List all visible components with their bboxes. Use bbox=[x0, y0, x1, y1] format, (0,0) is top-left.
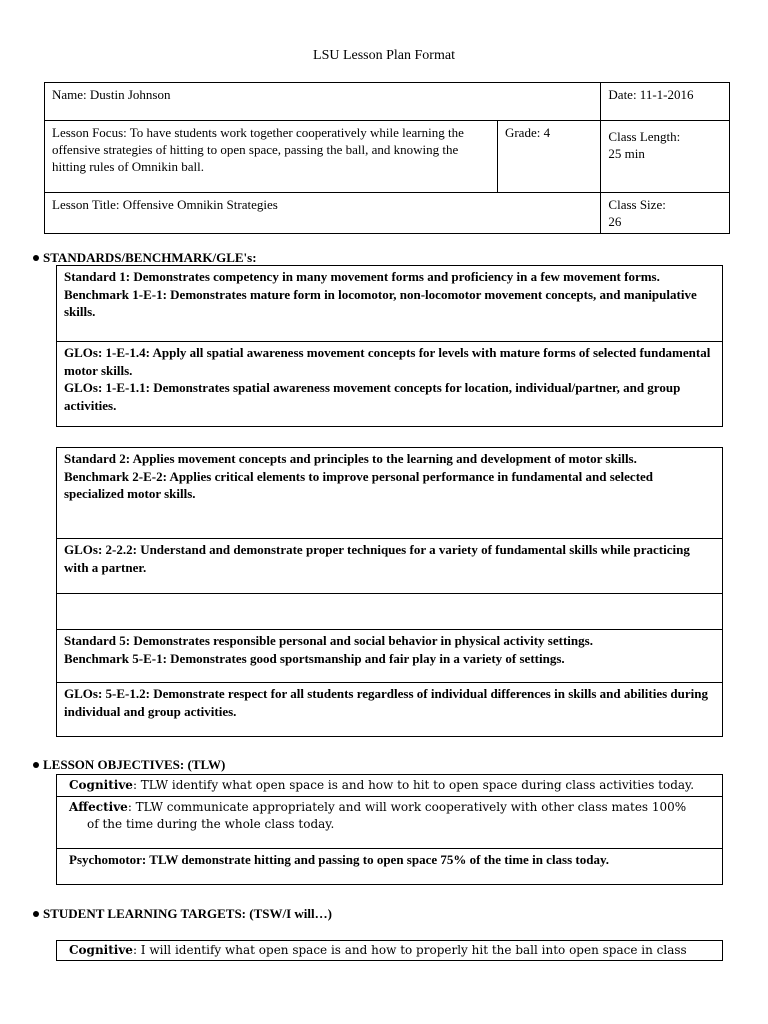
benchmark-5-text: Benchmark 5-E-1: Demonstrates good sportsmanship and fair play in a variety of settings. bbox=[64, 650, 565, 666]
targets-box bbox=[56, 940, 723, 961]
benchmark-1-text: Benchmark 1-E-1: Demonstrates mature form in locomotor, non-locomotor movement concepts, and manipulative skills. bbox=[64, 286, 697, 319]
glo-2-2-text: GLOs: 2-2.2: Understand and demonstrate proper techniques for a variety of fundamental skills while practicing with a partner. bbox=[64, 542, 690, 575]
bullet-icon bbox=[33, 911, 39, 917]
affective-objective-text-2: of the time during the whole class today. bbox=[87, 817, 335, 831]
class-size-value: 26 bbox=[608, 214, 622, 229]
standards-heading bbox=[33, 250, 257, 266]
glo-1-cell bbox=[57, 341, 722, 426]
document-title: LSU Lesson Plan Format bbox=[313, 48, 455, 63]
lesson-title: Lesson Title: Offensive Omnikin Strategies bbox=[45, 193, 601, 234]
class-length bbox=[601, 121, 730, 193]
standards-2-5-box bbox=[56, 447, 723, 737]
lesson-focus: Lesson Focus: To have students work together cooperatively while learning the offensive strategies of hitting to open space, passing the ball, and knowing the hitting rules of Omnikin ball. bbox=[45, 121, 498, 193]
standard-2-cell bbox=[57, 448, 722, 538]
glo-1-1-text: GLOs: 1-E-1.1: Demonstrates spatial awareness movement concepts for location, individual/partner, and group activities. bbox=[64, 380, 681, 413]
targets-heading-text: STUDENT LEARNING TARGETS: (TSW/I will…) bbox=[43, 906, 332, 921]
cognitive-objective bbox=[57, 775, 722, 796]
class-size bbox=[601, 193, 730, 234]
glo-1-4-text: GLOs: 1-E-1.4: Apply all spatial awareness movement concepts for levels with mature forms of selected fundamental motor skills. bbox=[64, 345, 711, 378]
glo-2-cell bbox=[57, 538, 722, 593]
standard-1-cell bbox=[57, 266, 722, 341]
glo-5-text: GLOs: 5-E-1.2: Demonstrate respect for all students regardless of individual differences in skills and abilities during individual and group activities. bbox=[64, 686, 709, 719]
affective-objective-text-1: : TLW communicate appropriately and will work cooperatively with other class mates 100% bbox=[127, 800, 687, 814]
objectives-heading-text: LESSON OBJECTIVES: (TLW) bbox=[43, 757, 226, 772]
standard-1-text: Standard 1: Demonstrates competency in many movement forms and proficiency in a few movement forms. bbox=[64, 269, 660, 284]
standards-heading-text: STANDARDS/BENCHMARK/GLE's: bbox=[43, 250, 257, 265]
bullet-icon bbox=[33, 255, 39, 261]
empty-cell bbox=[57, 593, 722, 629]
lesson-date: Date: 11-1-2016 bbox=[601, 83, 730, 121]
psychomotor-objective: Psychomotor: TLW demonstrate hitting and passing to open space 75% of the time in class today. bbox=[57, 848, 722, 884]
targets-heading bbox=[33, 906, 332, 922]
objectives-heading bbox=[33, 757, 225, 773]
glo-5-cell bbox=[57, 682, 722, 736]
standard-1-box bbox=[56, 265, 723, 427]
affective-label: Affective bbox=[69, 800, 128, 814]
class-size-label: Class Size: bbox=[608, 197, 666, 212]
standard-2-text: Standard 2: Applies movement concepts and principles to the learning and development of motor skills. bbox=[64, 451, 637, 466]
cognitive-objective-text: : TLW identify what open space is and how to hit to open space during class activities today. bbox=[132, 778, 695, 792]
cognitive-label: Cognitive bbox=[69, 778, 133, 792]
objectives-box bbox=[56, 774, 723, 885]
class-length-value: 25 min bbox=[608, 146, 645, 161]
standard-5-text: Standard 5: Demonstrates responsible personal and social behavior in physical activity settings. bbox=[64, 633, 593, 648]
grade-level: Grade: 4 bbox=[497, 121, 600, 193]
class-length-label: Class Length: bbox=[608, 129, 681, 144]
target-cognitive-label: Cognitive bbox=[69, 943, 133, 957]
standard-5-cell bbox=[57, 629, 722, 682]
teacher-name: Name: Dustin Johnson bbox=[45, 83, 601, 121]
bullet-icon bbox=[33, 762, 39, 768]
benchmark-2-text: Benchmark 2-E-2: Applies critical elements to improve personal performance in fundamental and selected specialized motor skills. bbox=[64, 468, 654, 501]
affective-objective bbox=[57, 796, 722, 848]
lesson-header-table bbox=[44, 82, 730, 234]
target-cognitive-text: : I will identify what open space is and how to properly hit the ball into open space in class bbox=[132, 943, 687, 957]
cognitive-target bbox=[57, 941, 722, 960]
